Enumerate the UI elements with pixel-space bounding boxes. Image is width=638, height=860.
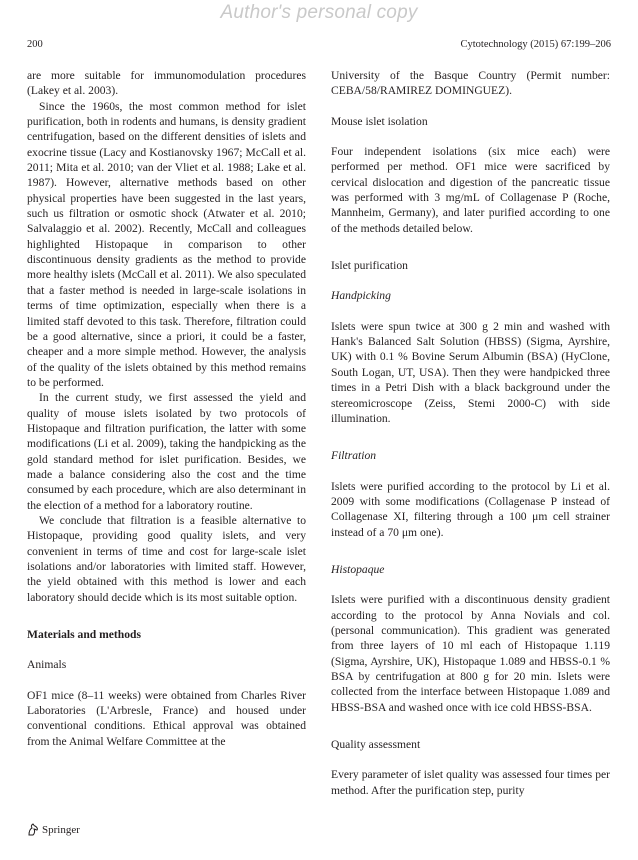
paragraph: University of the Basque Country (Permit number: CEBA/58/RAMIREZ DOMINGUEZ). [331,69,610,98]
subsubsection-heading: Filtration [331,449,377,463]
paragraph: In the current study, we first assessed the yield and quality of mouse islets isolated by two protocols of Histopaque and filtration purification, the latter with some modifications (Li et al. 2009), taking the handpicking as the gold standard method for islet purification. Besides, we made a balance considering also the cost and the time consumed by each procedure, which are also determinant in the election of a method for a laboratory routine. [27,391,306,512]
watermark: Author's personal copy [220,2,418,23]
subsection-heading: Islet purification [331,259,408,273]
publisher-name: Springer [42,823,80,836]
paragraph: Islets were spun twice at 300 g 2 min and washed with Hank's Balanced Salt Solution (HBSS) (Sigma, Ayrshire, UK) with 0.1 % Bovine Serum Albumin (BSA) (HyClone, South Logan, UT, USA). Then they were handpicked three times in a Petri Dish with a black background under the stereomicroscope (Zeiss, Stemi 2000-C) with side illumination. [331,319,610,425]
section-heading: Materials and methods [27,628,142,642]
subsection-heading: Mouse islet isolation [331,114,428,128]
subsection-heading: Quality assessment [331,738,421,751]
paragraph: Four independent isolations (six mice each) were performed per method. OF1 mice were sacrificed by cervical dislocation and digestion of the pancreatic tissue was performed with 3 mg/mL of Collagenase P (Roche, Mannheim, Germany), and later purified according to one of the methods detailed below. [331,145,610,235]
paragraph: We conclude that filtration is a feasible alternative to Histopaque, providing good quality islets, and very convenient in terms of time and cost for large-scale islet isolations and/or laboratories with limited staff. However, the yield obtained with this method is lower and each laboratory should decide which is its most suitable option. [27,513,306,604]
paragraph: are more suitable for immunomodulation procedures (Lakey et al. 2003). [27,69,306,98]
subsubsection-heading: Handpicking [331,289,391,303]
page-number: 200 [27,39,43,50]
paragraph: Islets were purified with a discontinuous density gradient according to the protocol by Anna Novials and col. (personal communication). This gradient was generated from three layers of 10 ml each of Histopaque 1.119 (Sigma, Ayrshire, UK), Histopaque 1.089 and HBSS-0.1 % BSA by centrifugation at 800 g for 20 min. Islets were collected from the interface between Histopaque 1.089 and HBSS-BSA and washed once with ice cold HBSS-BSA. [331,593,610,714]
subsubsection-heading: Histopaque [331,562,385,576]
journal-citation: Cytotechnology (2015) 67:199–206 [460,39,611,50]
paragraph: OF1 mice (8–11 weeks) were obtained from Charles River Laboratories (L'Arbresle, France) and housed under conventional conditions. Ethical approval was obtained from the Animal Welfare Committee at the [27,688,306,748]
left-column [27,68,306,749]
paragraph: Every parameter of islet quality was assessed four times per method. After the purification step, purity [331,768,610,797]
subsection-heading: Animals [27,658,67,672]
springer-horse-icon [27,823,39,836]
paragraph: Since the 1960s, the most common method for islet purification, both in rodents and humans, is density gradient centrifugation, based on the different densities of islets and exocrine tissue (Lacy and Kostianovsky 1967; McCall et al. 2011; Mita et al. 2010; van der Vliet et al. 1988; Lake et al. 1987). However, alternative methods based on other physical properties have been suggested in the last years, such us filtration or osmotic shock (Atwater et al. 2010; Salvalaggio et al. 2002). Recently, McCall and colleagues highlighted Histopaque in comparison to other discontinuous density gradients as the method to provide more healthy islets (McCall et al. 2011). We also speculated that a faster method is needed in large-scale isolations in terms of time optimization, especially when there is a limited staff devoted to this task. Therefore, filtration could be a good alternative, since a priori, it could be a faster, cheaper and a more simple method. However, the analysis of the quality of the islets obtained by this method remains to be performed. [27,99,306,389]
right-column [331,68,610,798]
paragraph: Islets were purified according to the protocol by Li et al. 2009 with some modifications (Collagenase P instead of Collagenase XI, filtering through a 100 μm cell strainer instead of a 70 μm one). [331,479,610,539]
footer [27,823,80,836]
